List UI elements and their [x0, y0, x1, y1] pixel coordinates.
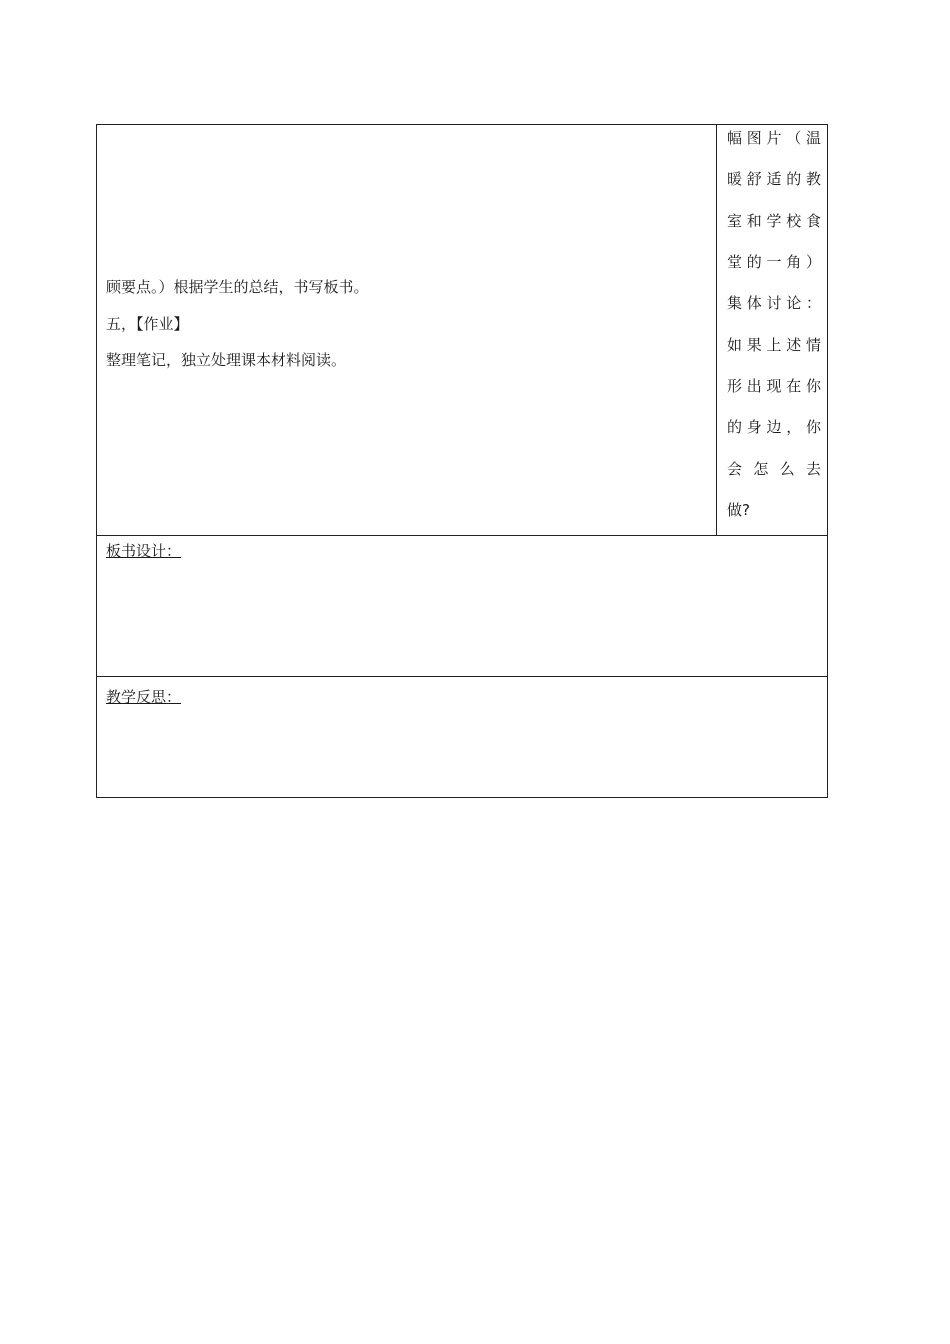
side-line-6: 如果上述情	[727, 336, 821, 354]
teaching-process-cell	[97, 125, 717, 535]
homework-heading: 五，【作业】	[106, 315, 189, 333]
side-line-8: 的身边，你	[727, 418, 821, 436]
summary-line: 顾要点。）根据学生的总结，书写板书。	[106, 278, 369, 296]
homework-line: 整理笔记，独立处理课本材料阅读。	[106, 351, 347, 369]
teaching-reflection-label: 教学反思：	[106, 688, 182, 706]
board-design-row	[97, 536, 827, 677]
activity-notes-cell	[717, 125, 827, 535]
side-line-3: 室和学校食	[727, 212, 821, 230]
side-line-1: 幅图片（温	[727, 129, 821, 147]
lesson-plan-table	[96, 124, 828, 798]
side-line-7: 形出现在你	[727, 377, 821, 395]
board-design-label: 板书设计：	[106, 542, 182, 560]
side-line-4: 堂的一角）	[727, 253, 821, 271]
lesson-content-row	[97, 125, 827, 536]
side-line-10: 做?	[727, 501, 750, 519]
side-line-2: 暖舒适的教	[727, 170, 821, 188]
teaching-reflection-row	[97, 677, 827, 797]
side-line-5: 集体讨论：	[727, 294, 821, 312]
side-line-9: 会 怎 么 去	[727, 460, 821, 478]
